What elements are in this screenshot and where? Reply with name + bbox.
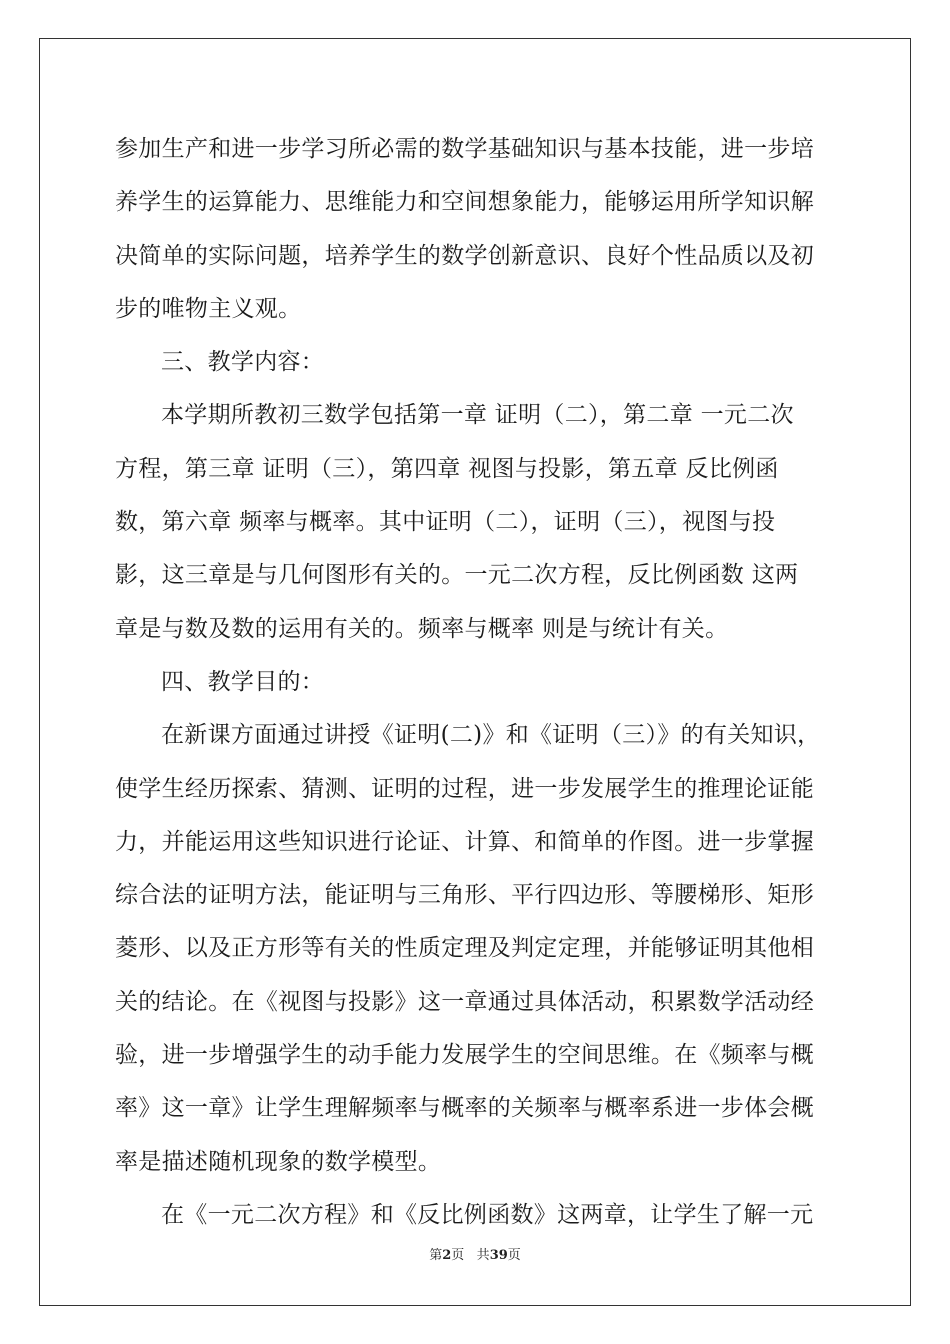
text-line: 章是与数及数的运用有关的。频率与概率 则是与统计有关。 — [115, 615, 729, 642]
text-line: 综合法的证明方法，能证明与三角形、平行四边形、等腰梯形、矩形 — [115, 882, 814, 909]
section-heading: 四、教学目的： — [161, 668, 325, 695]
text-line: 在《一元二次方程》和《反比例函数》这两章，让学生了解一元 — [161, 1201, 814, 1228]
footer-page-unit: 页 — [451, 1248, 465, 1263]
text-line: 率是描述随机现象的数学模型。 — [115, 1148, 442, 1175]
text-line: 率》这一章》让学生理解频率与概率的关频率与概率系进一步体会概 — [115, 1095, 814, 1122]
text-line: 菱形、以及正方形等有关的性质定理及判定定理，并能够证明其他相 — [115, 935, 814, 962]
footer-prefix: 第 — [429, 1248, 443, 1263]
footer-total-unit: 页 — [507, 1248, 521, 1263]
text-line: 使学生经历探索、猜测、证明的过程，进一步发展学生的推理论证能 — [115, 775, 814, 802]
text-line: 在新课方面通过讲授《证明(二)》和《证明（三）》的有关知识， — [161, 722, 821, 749]
text-line: 步的唯物主义观。 — [115, 295, 302, 322]
page-number: 2 — [442, 1248, 452, 1263]
text-line: 方程，第三章 证明（三），第四章 视图与投影，第五章 反比例函 — [115, 455, 779, 482]
section-heading: 三、教学内容： — [161, 349, 325, 376]
total-pages: 39 — [489, 1248, 508, 1263]
page-footer — [0, 1246, 950, 1266]
text-line: 本学期所教初三数学包括第一章 证明（二），第二章 一元二次 — [161, 402, 794, 429]
text-line: 验，进一步增强学生的动手能力发展学生的空间思维。在《频率与概 — [115, 1042, 814, 1069]
text-line: 力，并能运用这些知识进行论证、计算、和简单的作图。进一步掌握 — [115, 828, 814, 855]
text-line: 决简单的实际问题，培养学生的数学创新意识、良好个性品质以及初 — [115, 242, 814, 269]
text-line: 养学生的运算能力、思维能力和空间想象能力，能够运用所学知识解 — [115, 189, 814, 216]
text-line: 关的结论。在《视图与投影》这一章通过具体活动，积累数学活动经 — [115, 988, 814, 1015]
text-line: 数，第六章 频率与概率。其中证明（二），证明（三），视图与投 — [115, 509, 776, 536]
text-line: 影，这三章是与几何图形有关的。一元二次方程，反比例函数 这两 — [115, 562, 799, 589]
document-body — [115, 123, 845, 1242]
text-line: 参加生产和进一步学习所必需的数学基础知识与基本技能，进一步培 — [115, 136, 814, 162]
footer-total-prefix: 共 — [476, 1248, 490, 1263]
